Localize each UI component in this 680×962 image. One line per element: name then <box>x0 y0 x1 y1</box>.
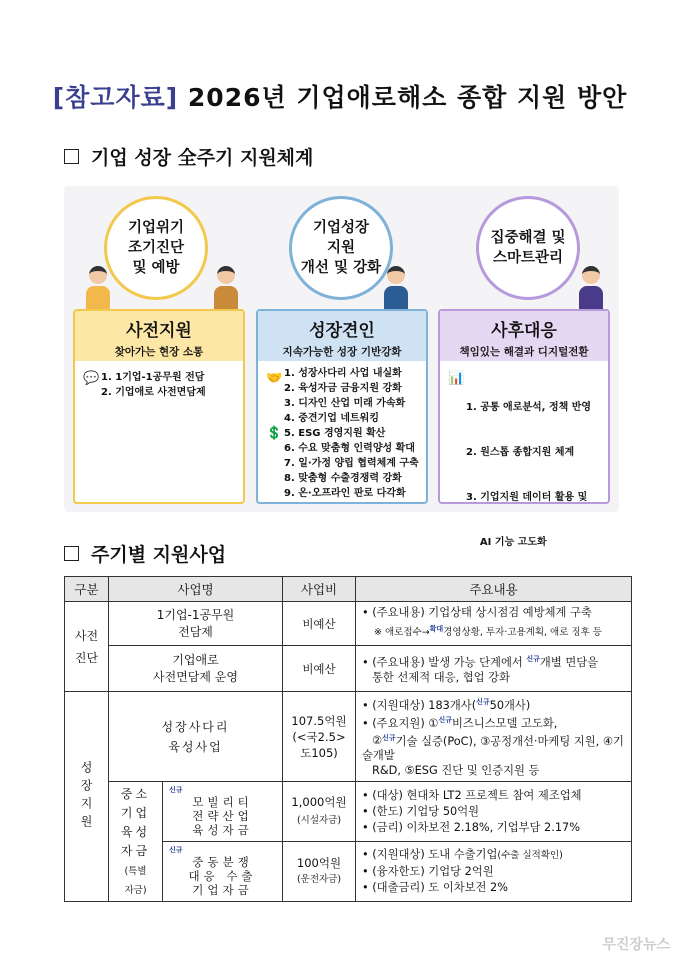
budget-cell <box>283 842 356 902</box>
note-text: ※ 애로접수→ <box>374 627 430 639</box>
list-item: 6. 수요 맞춤형 인력양성 확대 <box>284 443 415 454</box>
program-name-cell: 1기업-1공무원 전담제 <box>109 602 283 646</box>
list-item: 4. 중견기업 네트워킹 <box>284 413 379 424</box>
program-name-cell: 성장사다리 육성사업 <box>109 692 283 782</box>
list-item: 8. 맞춤형 수출경쟁력 강화 <box>284 473 402 484</box>
content-line: 개별 면담을 <box>539 655 599 669</box>
section-title-support-system <box>64 143 313 170</box>
subcategory-cell <box>109 782 163 902</box>
bubble-smart-management: 집중해결 및 스마트관리 <box>476 196 580 300</box>
content-line: • (주요내용) 발생 가능 단계에서 <box>362 655 527 669</box>
new-tag: 신규 <box>526 654 540 663</box>
program-name-text: 모빌리티 전략산업 육성자금 <box>192 795 253 838</box>
program-name-cell: 기업애로 사전면담제 운영 <box>109 646 283 692</box>
section-title-text: 주기별 지원사업 <box>91 544 227 566</box>
title-prefix: [참고자료] <box>52 83 179 112</box>
list-item: 3. 디자인 산업 미래 가속화 <box>284 398 406 409</box>
content-cell <box>356 602 632 646</box>
program-name-cell <box>163 842 283 902</box>
content-line: 통한 선제적 대응, 협업 강화 <box>372 671 510 685</box>
bubble-prevention: 기업위기 조기진단 및 예방 <box>104 196 208 300</box>
budget-text: 1,000억원 <box>291 795 347 810</box>
content-line: • (대상) 현대차 LT2 프로젝트 참여 제조업체 <box>362 788 582 802</box>
table-header: 사업비 <box>283 577 356 602</box>
content-line: • (한도) 기업당 50억원 <box>362 804 480 818</box>
table-header: 주요내용 <box>356 577 632 602</box>
table-header: 사업명 <box>109 577 283 602</box>
new-tag: 신규 <box>169 786 183 795</box>
budget-cell: 비예산 <box>283 646 356 692</box>
list-item: 3. 기업지원 데이터 활용 및 <box>466 492 588 503</box>
handshake-icon: 🤝 <box>266 371 283 386</box>
content-line: • (융자한도) 기업당 2억원 <box>362 865 494 879</box>
content-line: 기술 실증(PoC), ③공정개선·마케팅 지원, ④기술개발 <box>362 734 624 763</box>
card-subtitle: 찾아가는 현장 소통 <box>114 346 204 358</box>
main-title <box>0 78 680 114</box>
list-item: 2. 육성자금 금융지원 강화 <box>284 383 402 394</box>
section-title-programs <box>64 540 226 567</box>
content-line: R&D, ⑤ESG 진단 및 인증지원 등 <box>372 764 540 778</box>
table-row <box>65 646 632 692</box>
program-name-cell <box>163 782 283 842</box>
card-pre-support <box>73 309 245 504</box>
card-title: 사후대응 <box>491 321 557 341</box>
checkbox-square-icon <box>64 546 79 561</box>
list-item: 1. 공통 애로분석, 정책 반영 <box>466 402 592 413</box>
new-tag: 신규 <box>476 698 490 706</box>
list-item: 9. 온·오프라인 판로 다각화 <box>284 488 406 499</box>
table-header: 구분 <box>65 577 109 602</box>
note-text: 경영상황, 투자·고용계획, 애로 징후 등 <box>443 627 602 639</box>
budget-cell: 비예산 <box>283 602 356 646</box>
programs-table <box>64 576 632 902</box>
bubble-growth: 기업성장 지원 개선 및 강화 <box>289 196 393 300</box>
budget-text: 100억원 <box>296 856 342 871</box>
content-cell <box>356 646 632 692</box>
card-growth <box>256 309 428 504</box>
title-text: 2026년 기업애로해소 종합 지원 방안 <box>187 83 628 112</box>
budget-cell <box>283 782 356 842</box>
program-name-text: 중동분쟁 대응 수출 기업자금 <box>188 855 257 898</box>
card-post-response <box>438 309 610 548</box>
list-item: 5. ESG 경영지원 확산 <box>284 428 386 439</box>
list-item: 1. 성장사다리 사업 내실화 <box>284 368 402 379</box>
list-item: 2. 기업애로 사전면담제 <box>101 387 206 398</box>
content-note: (수출 실적확인) <box>497 850 563 862</box>
table-row <box>65 782 632 842</box>
new-tag: 신규 <box>438 715 452 724</box>
content-cell <box>356 842 632 902</box>
card-title: 사전지원 <box>126 321 192 341</box>
card-list <box>75 361 243 400</box>
card-list <box>258 361 426 501</box>
content-line: 비즈니스모델 고도화, <box>451 716 558 730</box>
table-header-row <box>65 577 632 602</box>
category-cell: 성장지원 <box>65 692 109 902</box>
content-line: • (대출금리) 도 이차보전 2% <box>362 881 508 895</box>
content-cell <box>356 782 632 842</box>
card-subtitle: 책임있는 해결과 디지털전환 <box>459 346 589 358</box>
table-row <box>65 602 632 646</box>
content-line: • (금리) 이차보전 2.18%, 기업부담 2.17% <box>362 820 580 834</box>
category-cell: 사전 진단 <box>65 602 109 692</box>
new-tag: 신규 <box>169 846 183 855</box>
money-hand-icon: 💲 <box>266 426 283 441</box>
content-line: • (지원대상) 도내 수출기업 <box>362 848 498 862</box>
content-note <box>362 621 625 641</box>
table-row <box>65 692 632 782</box>
section-title-text: 기업 성장 全주기 지원체계 <box>91 147 314 169</box>
checkbox-square-icon <box>64 149 79 164</box>
content-line: 50개사) <box>489 698 531 712</box>
list-item: 1. 1기업-1공무원 전담 <box>101 372 205 383</box>
content-line: • (지원대상) 183개사( <box>362 698 477 712</box>
card-title: 성장견인 <box>309 321 375 341</box>
content-cell <box>356 692 632 782</box>
list-item: 7. 일·가정 양립 협력체계 구축 <box>284 458 419 469</box>
budget-cell: 107.5억원 (<국2.5> 도105) <box>283 692 356 782</box>
subcategory-text: 중소 기업 육성 자금 <box>120 786 151 858</box>
content-line: • (주요지원) ① <box>362 716 439 730</box>
card-subtitle: 지속가능한 성장 기반강화 <box>282 346 402 358</box>
list-item: 2. 원스톱 종합지원 체계 <box>466 447 575 458</box>
card-list <box>440 361 608 580</box>
support-cycle-infographic <box>64 186 619 548</box>
chart-icon: 📊 <box>448 371 465 386</box>
watermark-logo: 무진장뉴스 <box>602 937 670 953</box>
chat-icon: 💬 <box>83 371 100 386</box>
budget-note: (시설자금) <box>296 815 342 827</box>
list-item: AI 기능 고도화 <box>466 537 547 548</box>
expand-tag: 확대 <box>429 625 444 634</box>
budget-note: (운전자금) <box>296 874 342 886</box>
content-line: • (주요내용) 기업상태 상시점검 예방체계 구축 <box>362 606 592 620</box>
subcategory-note: (특별 자금) <box>124 865 147 896</box>
new-tag: 신규 <box>382 733 396 742</box>
content-line: ② <box>372 734 383 748</box>
